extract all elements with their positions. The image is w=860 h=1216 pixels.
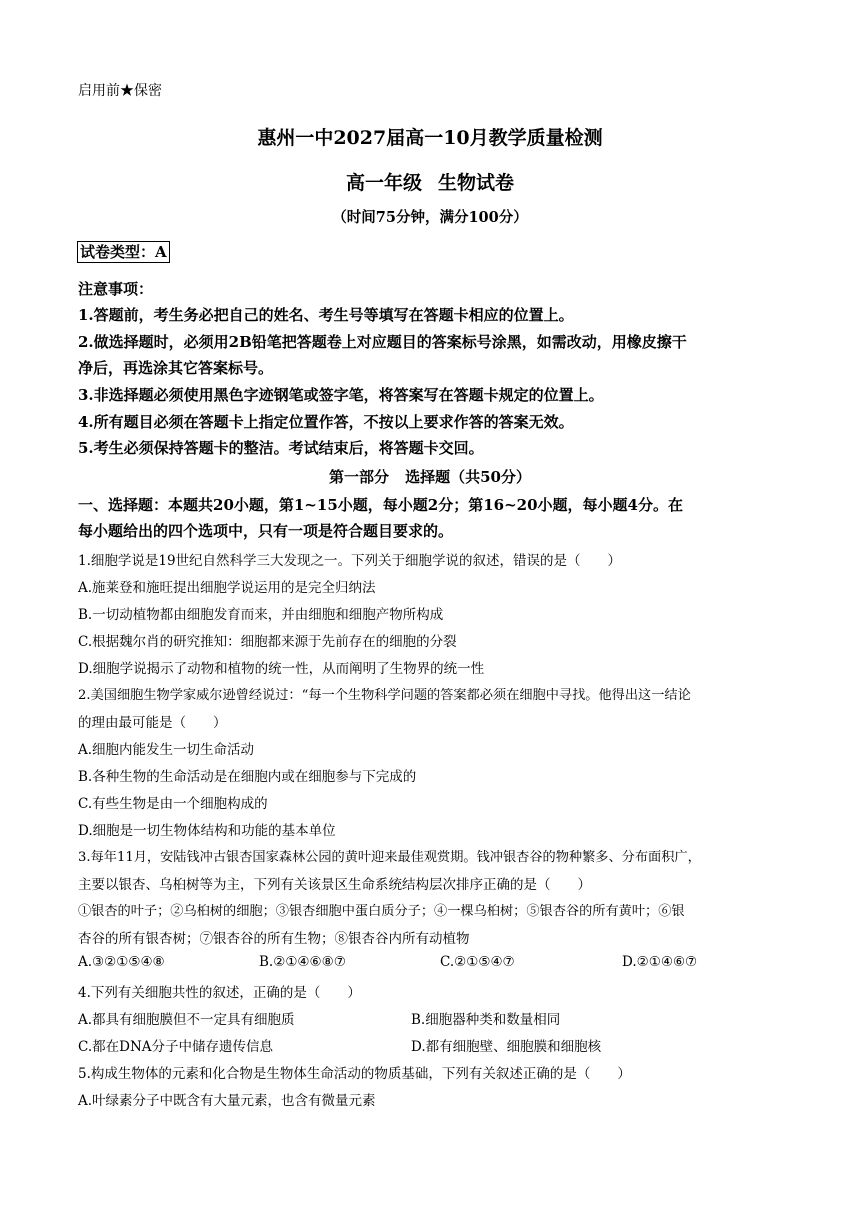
- q4-option-c: C.都在DNA分子中储存遗传信息: [78, 1039, 274, 1055]
- grade-label: 高一年级: [345, 172, 422, 194]
- q4-option-d: D.都有细胞壁、细胞膜和细胞核: [411, 1039, 602, 1055]
- subject-label: 生物试卷: [438, 172, 515, 194]
- confidential-label: 启用前★保密: [78, 83, 162, 99]
- q3-items-1: ①银杏的叶子；②乌桕树的细胞；③银杏细胞中蛋白质分子；④一棵乌桕树；⑤银杏谷的所有黄叶；⑥银: [78, 904, 685, 919]
- q1-option-a: A.施莱登和施旺提出细胞学说运用的是完全归纳法: [78, 580, 376, 596]
- part1-title-b: 选择题（共50分）: [405, 468, 531, 486]
- q3-option-c: C.②①⑤④⑦: [440, 954, 515, 970]
- q2-option-a: A.细胞内能发生一切生命活动: [78, 742, 255, 758]
- q3-option-b: B.②①④⑥⑧⑦: [259, 954, 346, 970]
- q2-stem-2: 的理由最可能是（ ）: [78, 715, 227, 731]
- notice-item-2: 2.做选择题时，必须用2B铅笔把答题卷上对应题目的答案标号涂黑，如需改动，用橡皮擦干: [78, 333, 687, 351]
- q2-option-d: D.细胞是一切生物体结构和功能的基本单位: [78, 823, 336, 839]
- q3-option-d: D.②①④⑥⑦: [622, 954, 698, 970]
- q4-option-a: A.都具有细胞膜但不一定具有细胞质: [78, 1012, 295, 1028]
- paper-type-box: [77, 241, 170, 262]
- q3-stem-1: 3.每年11月，安陆钱冲古银杏国家森林公园的黄叶迎来最佳观赏期。钱冲银杏谷的物种繁多、分布面积广，: [78, 850, 701, 865]
- section-instruction-1: 一、选择题：本题共20小题，第1~15小题，每小题2分；第16~20小题，每小题4分。在: [78, 496, 683, 514]
- part1-title: [0, 466, 860, 487]
- q1-stem: 1.细胞学说是19世纪自然科学三大发现之一。下列关于细胞学说的叙述，错误的是（ ）: [78, 553, 622, 569]
- q4-option-b: B.细胞器种类和数量相同: [411, 1012, 561, 1028]
- q2-option-b: B.各种生物的生命活动是在细胞内或在细胞参与下完成的: [78, 769, 417, 785]
- paper-type: 试卷类型：A: [77, 241, 170, 263]
- notice-heading: 注意事项：: [78, 280, 154, 298]
- q3-stem-2: 主要以银杏、乌桕树等为主，下列有关该景区生命系统结构层次排序正确的是（ ）: [78, 877, 591, 893]
- q4-stem: 4.下列有关细胞共性的叙述，正确的是（ ）: [78, 985, 361, 1001]
- notice-item-4: 4.所有题目必须在答题卡上指定位置作答，不按以上要求作答的答案无效。: [78, 413, 574, 431]
- q1-option-c: C.根据魏尔肖的研究推知：细胞都来源于先前存在的细胞的分裂: [78, 634, 457, 650]
- q3-option-a: A.③②①⑤④⑧: [78, 954, 165, 970]
- part1-title-a: 第一部分: [329, 468, 390, 486]
- notice-item-1: 1.答题前，考生务必把自己的姓名、考生号等填写在答题卡相应的位置上。: [78, 306, 574, 324]
- section-instruction-2: 每小题给出的四个选项中，只有一项是符合题目要求的。: [78, 522, 454, 540]
- notice-item-3: 3.非选择题必须使用黑色字迹钢笔或签字笔，将答案写在答题卡规定的位置上。: [78, 386, 604, 404]
- q2-option-c: C.有些生物是由一个细胞构成的: [78, 796, 268, 812]
- q2-stem-1: 2.美国细胞生物学家威尔逊曾经说过：“每一个生物科学问题的答案都必须在细胞中寻找。他得出这一结论: [78, 688, 691, 703]
- exam-subtitle: [0, 168, 860, 195]
- q1-option-b: B.一切动植物都由细胞发育而来，并由细胞和细胞产物所构成: [78, 607, 444, 623]
- q3-items-2: 杏谷的所有银杏树；⑦银杏谷的所有生物；⑧银杏谷内所有动植物: [78, 931, 470, 947]
- q5-stem: 5.构成生物体的元素和化合物是生物体生命活动的物质基础，下列有关叙述正确的是（ ）: [78, 1066, 631, 1082]
- time-info: （时间75分钟，满分100分）: [332, 209, 528, 226]
- notice-item-2-cont: 净后，再选涂其它答案标号。: [78, 359, 274, 377]
- exam-title: 惠州一中2027届高一10月教学质量检测: [257, 127, 603, 149]
- q1-option-d: D.细胞学说揭示了动物和植物的统一性，从而阐明了生物界的统一性: [78, 661, 485, 677]
- notice-item-5: 5.考生必须保持答题卡的整洁。考试结束后，将答题卡交回。: [78, 439, 484, 457]
- q5-option-a: A.叶绿素分子中既含有大量元素，也含有微量元素: [78, 1093, 376, 1109]
